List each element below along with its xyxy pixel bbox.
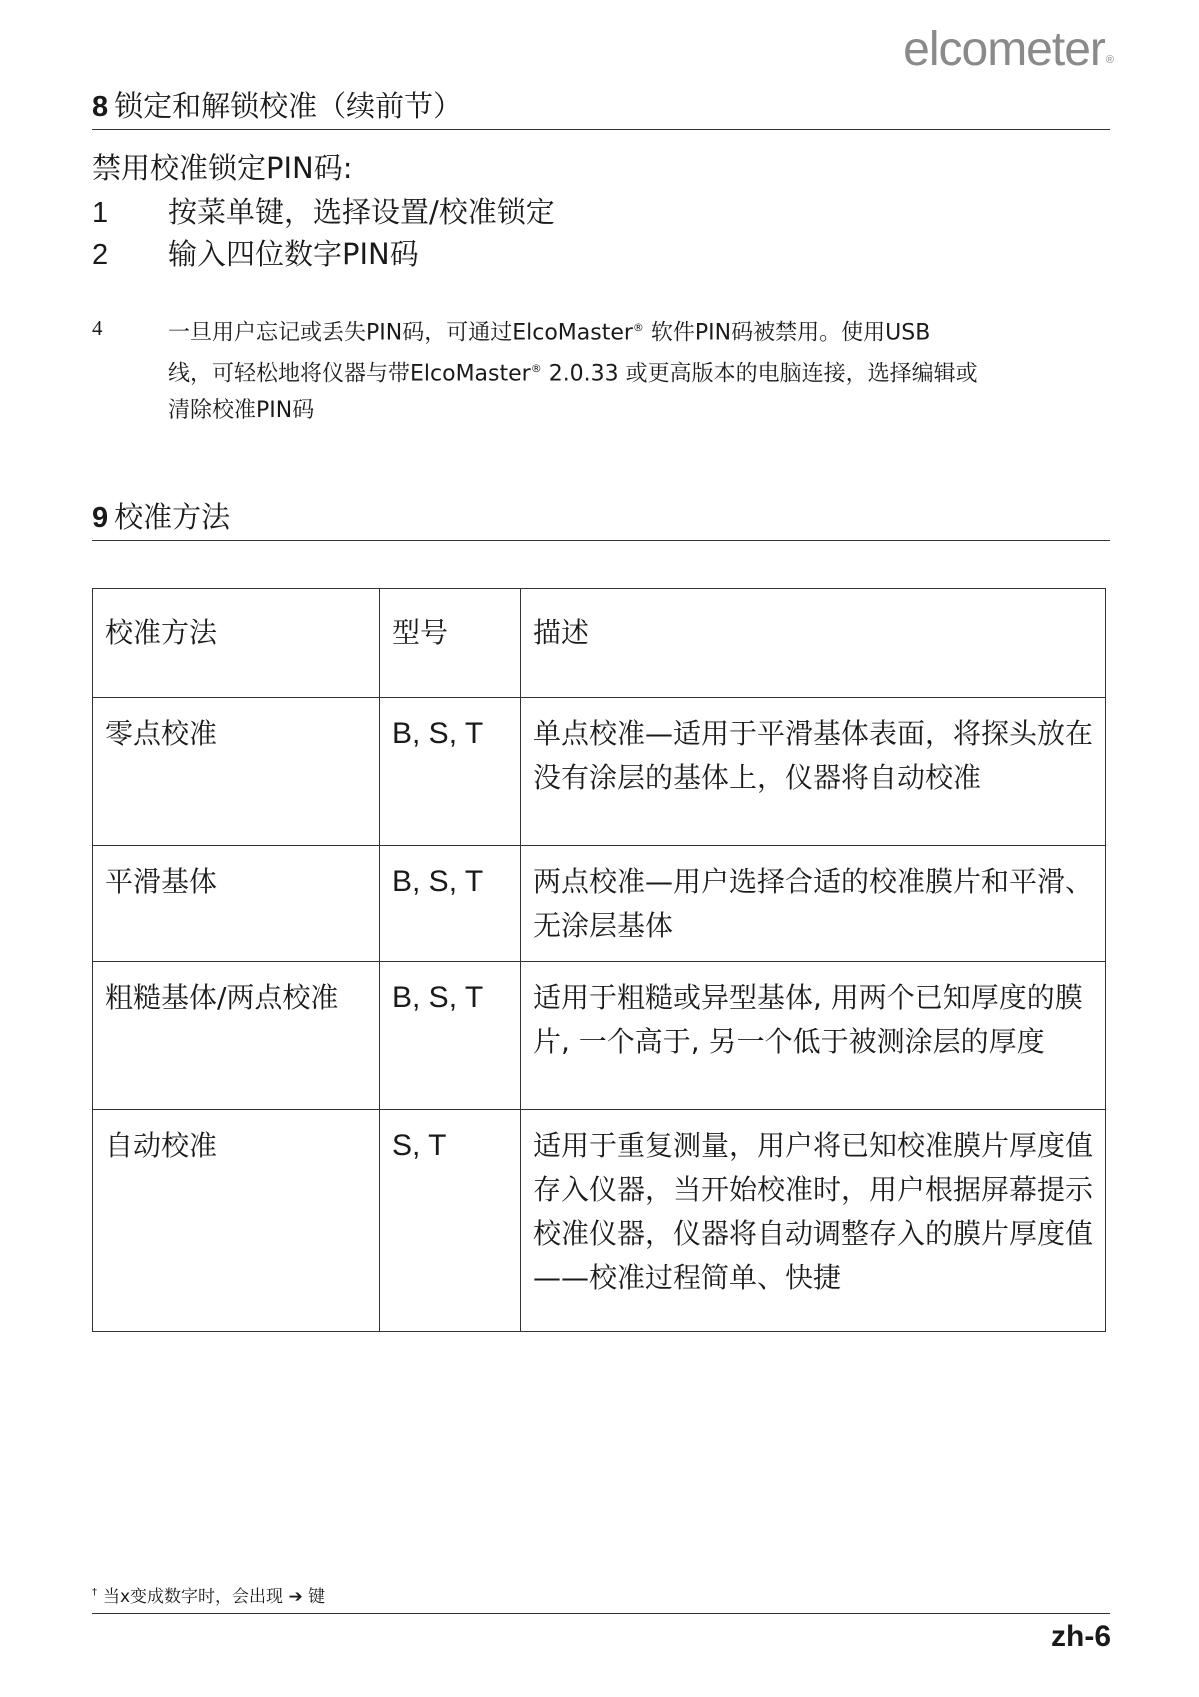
header-method: 校准方法 — [93, 589, 380, 698]
note-line-3: 清除校准PIN码 — [168, 397, 315, 423]
registered-mark: ® — [530, 362, 542, 376]
section-9-heading — [92, 495, 1110, 541]
description-cell: 单点校准—适用于平滑基体表面，将探头放在没有涂层的基体上，仪器将自动校准 — [521, 698, 1106, 846]
header-description: 描述 — [521, 589, 1106, 698]
page-number: zh-6 — [1051, 1620, 1111, 1653]
note-line-2b: 2.0.33 或更高版本的电脑连接，选择编辑或 — [541, 361, 978, 387]
note-line-2a: 线，可轻松地将仪器与带ElcoMaster — [168, 361, 531, 387]
section-8-heading — [92, 84, 1110, 130]
table-row — [93, 1110, 1106, 1332]
step-2 — [92, 232, 419, 273]
footnote — [92, 1582, 1110, 1614]
method-cell: 自动校准 — [93, 1110, 380, 1332]
model-cell: B, S, T — [380, 846, 521, 962]
logo-registered-mark: ® — [1105, 54, 1113, 66]
model-cell: B, S, T — [380, 698, 521, 846]
note-line-1a: 一旦用户忘记或丢失PIN码，可通过ElcoMaster — [168, 320, 633, 346]
table-row — [93, 962, 1106, 1110]
header-model: 型号 — [380, 589, 521, 698]
calibration-methods-table — [92, 588, 1106, 1332]
section-8-title: 锁定和解锁校准（续前节） — [114, 89, 463, 123]
forgotten-pin-note — [92, 310, 1112, 429]
note-number: 4 — [92, 316, 103, 340]
elcometer-logo — [903, 22, 1113, 77]
method-cell: 粗糙基体/两点校准 — [93, 962, 380, 1110]
step-number: 1 — [92, 197, 109, 229]
dagger-mark: † — [92, 1587, 97, 1599]
disable-pin-intro: 禁用校准锁定PIN码: — [92, 151, 353, 185]
step-text: 按菜单键，选择设置/校准锁定 — [168, 195, 555, 229]
method-cell: 零点校准 — [93, 698, 380, 846]
description-cell: 适用于粗糙或异型基体, 用两个已知厚度的膜片, 一个高于, 另一个低于被测涂层的厚度 — [521, 962, 1106, 1110]
step-text: 输入四位数字PIN码 — [168, 237, 419, 271]
section-9-number: 9 — [92, 502, 109, 534]
model-cell: B, S, T — [380, 962, 521, 1110]
method-cell: 平滑基体 — [93, 846, 380, 962]
footnote-text-b: 键 — [308, 1587, 326, 1607]
table-row — [93, 846, 1106, 962]
description-cell: 两点校准—用户选择合适的校准膜片和平滑、无涂层基体 — [521, 846, 1106, 962]
table-header-row — [93, 589, 1106, 698]
description-cell: 适用于重复测量，用户将已知校准膜片厚度值存入仪器，当开始校准时，用户根据屏幕提示校准仪器，仪器将自动调整存入的膜片厚度值——校准过程简单、快捷 — [521, 1110, 1106, 1332]
table-row — [93, 698, 1106, 846]
right-arrow-icon: ➔ — [288, 1587, 303, 1607]
footnote-text-a: 当x变成数字时，会出现 — [103, 1587, 284, 1607]
note-text — [168, 310, 1112, 429]
note-line-1b: 软件PIN码被禁用。使用USB — [643, 320, 931, 346]
model-cell: S, T — [380, 1110, 521, 1332]
step-number: 2 — [92, 239, 109, 271]
section-8-number: 8 — [92, 91, 109, 123]
logo-text: elcometer — [903, 23, 1105, 76]
step-1 — [92, 190, 555, 231]
registered-mark: ® — [632, 321, 644, 334]
section-9-title: 校准方法 — [114, 500, 231, 534]
